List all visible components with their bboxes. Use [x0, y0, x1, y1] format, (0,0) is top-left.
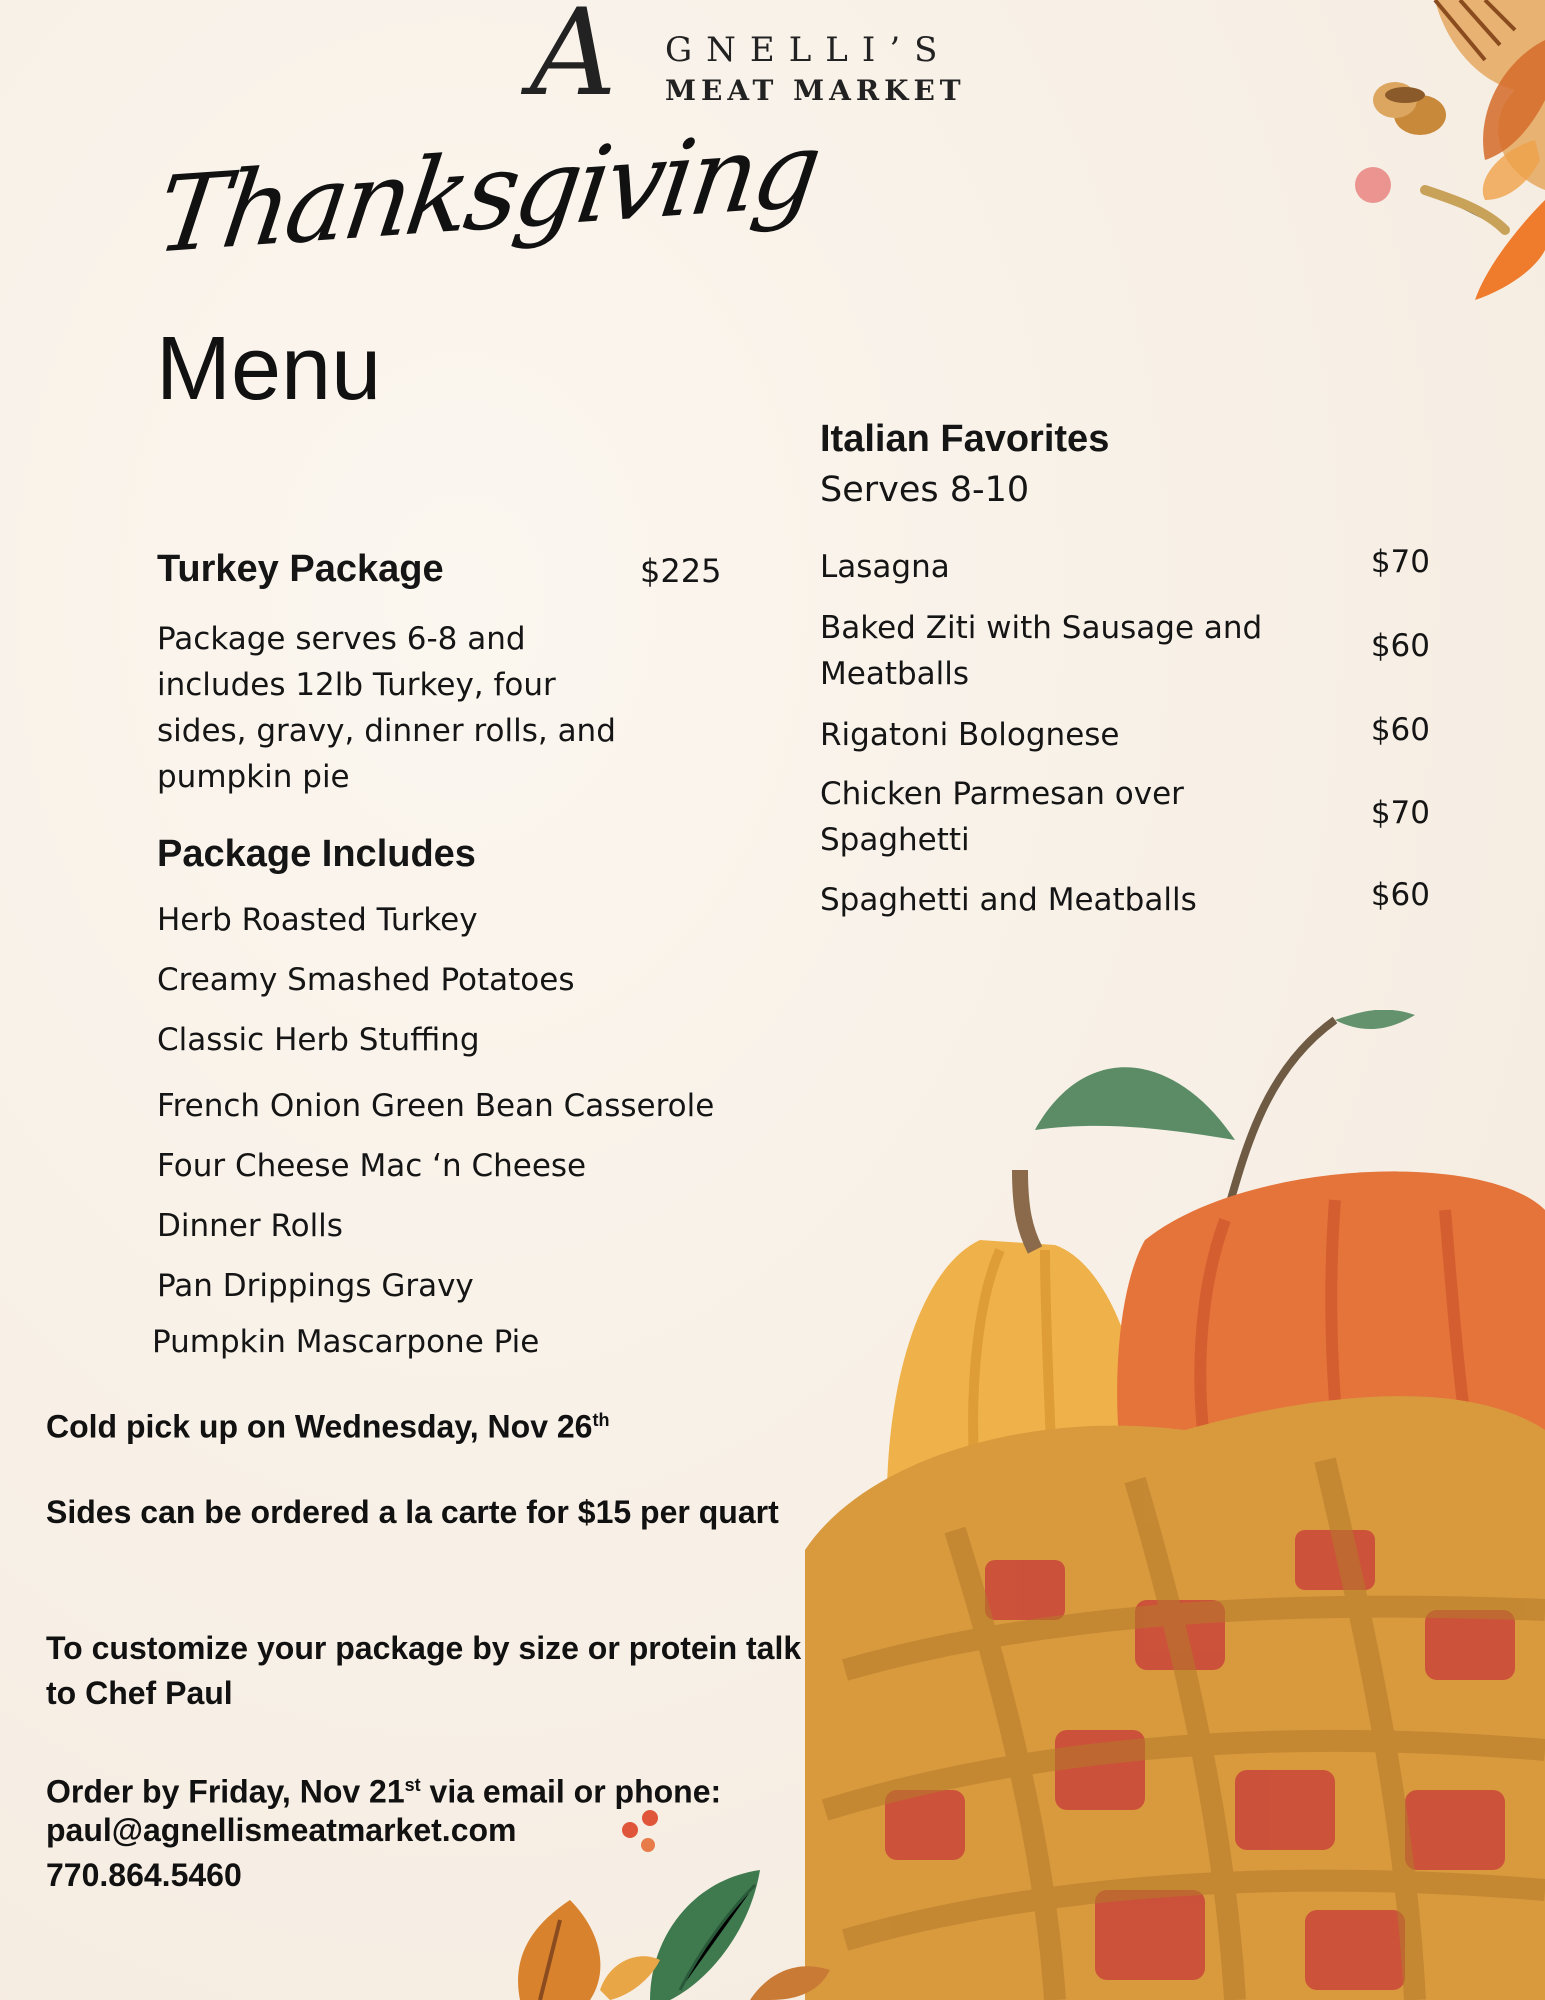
dish-name: Chicken Parmesan over Spaghetti [820, 776, 1184, 858]
dish-price: $60 [1370, 877, 1430, 913]
italian-favorites-heading: Italian Favorites [820, 418, 1110, 460]
brand-name: GNELLI’S [665, 30, 952, 70]
turkey-package-heading: Turkey Package [157, 548, 444, 590]
dish-name: Baked Ziti with Sausage and Meatballs [820, 610, 1263, 692]
dish-name: Rigatoni Bolognese [820, 717, 1120, 753]
autumn-leaves-decoration [1285, 0, 1545, 310]
dish-price: $70 [1370, 544, 1430, 580]
italian-favorites-serves: Serves 8-10 [820, 470, 1030, 510]
order-deadline-text: Order by Friday, Nov 21 [46, 1773, 405, 1810]
menu-title: Menu [156, 319, 382, 419]
contact-phone[interactable]: 770.864.5460 [46, 1857, 242, 1893]
turkey-package-price: $225 [640, 552, 722, 590]
include-item: French Onion Green Bean Casserole [157, 1088, 715, 1124]
include-item: Classic Herb Stuffing [157, 1022, 480, 1058]
pickup-date-suffix: th [592, 1410, 610, 1430]
menu-title-script: Thanksgiving [150, 107, 825, 277]
order-date-suffix: st [404, 1775, 421, 1795]
pickup-note [46, 1398, 826, 1450]
dish-price: $60 [1370, 712, 1430, 748]
include-item: Herb Roasted Turkey [157, 902, 478, 938]
dish-price: $60 [1370, 628, 1430, 664]
order-note [46, 1763, 826, 1815]
package-includes-heading: Package Includes [157, 833, 476, 875]
logo-script-initial [520, 0, 660, 114]
order-method-text: via email or phone: [420, 1773, 722, 1810]
include-item: Pumpkin Mascarpone Pie [152, 1324, 540, 1360]
customize-note: To customize your package by size or protein talk to Chef Paul [46, 1630, 802, 1711]
dish-price: $70 [1370, 795, 1430, 831]
include-item: Pan Drippings Gravy [157, 1268, 474, 1304]
contact-email[interactable]: paul@agnellismeatmarket.com [46, 1812, 517, 1848]
dish-name: Spaghetti and Meatballs [820, 882, 1197, 918]
include-item: Creamy Smashed Potatoes [157, 962, 575, 998]
include-item: Four Cheese Mac ‘n Cheese [157, 1148, 587, 1184]
pickup-text: Cold pick up on Wednesday, Nov 26 [46, 1408, 593, 1445]
brand-tagline: MEAT MARKET [665, 74, 966, 107]
sides-note: Sides can be ordered a la carte for $15 per quart [46, 1494, 779, 1530]
turkey-package-description: Package serves 6-8 and includes 12lb Turkey, four sides, gravy, dinner rolls, and pumpkin pie [157, 621, 616, 795]
dish-name: Lasagna [820, 549, 950, 585]
include-item: Dinner Rolls [157, 1208, 343, 1244]
pie-pumpkins-illustration [805, 1010, 1545, 2000]
svg-text:A: A [530, 0, 617, 114]
brand-logo [520, 0, 1040, 120]
